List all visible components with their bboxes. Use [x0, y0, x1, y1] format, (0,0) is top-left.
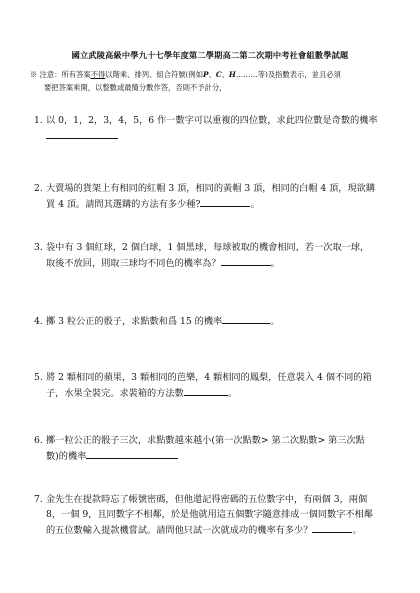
note-line-2: 要把答案乘開，以整數或最簡分數作答，否則不予計分，: [44, 83, 227, 92]
question-1: [34, 113, 386, 144]
answer-blank[interactable]: [221, 255, 271, 266]
question-answer-line: [34, 128, 386, 144]
exam-title: 國立武陵高級中學九十七學年度第二學期高二第二次期中考社會組數學試題: [71, 50, 349, 60]
question-number: 2.: [34, 183, 43, 194]
question-text: 將 2 顆相同的蘋果，3 顆相同的芭樂，4 顆相同的鳳梨，任意裝入 4 個不同的箱: [46, 372, 372, 383]
question-number: 1.: [34, 115, 43, 126]
question-text-cont: 子，水果全裝完。求裝箱的方法數 。: [34, 385, 386, 401]
question-text: 擲 3 粒公正的骰子，求點數和爲 15 的機率: [46, 316, 223, 327]
question-text: 大賣場的貨架上有相同的紅帽 3 頂，相同的黃帽 3 頂，相同的白帽 4 頂，現欲購: [46, 183, 376, 194]
note-symbol-c: C: [215, 70, 222, 79]
note-symbol-p: P: [203, 70, 209, 79]
question-text-cont: 買 4 頂。請問其選購的方法有多少種? 。: [34, 196, 386, 212]
note-line-1: [30, 68, 400, 81]
answer-blank[interactable]: [312, 522, 352, 533]
question-text-cont: 數)的機率: [34, 448, 386, 464]
question-text-cont: 取後不放回，則取三球均不同色的機率為？ 。: [34, 255, 386, 271]
question-text: 金先生在提款時忘了帳號密碼，但他還記得密碼的五位數字中，有兩個 3，兩個: [46, 494, 368, 505]
question-6: [34, 433, 386, 464]
question-4: 4. 擲 3 粒公正的骰子，求點數和爲 15 的機率 。: [34, 313, 386, 329]
question-number: 3.: [34, 242, 43, 253]
question-number: 6.: [34, 435, 43, 446]
question-2: [34, 181, 386, 212]
note-sep1: 、: [208, 70, 216, 79]
question-7: [34, 492, 386, 538]
answer-blank[interactable]: [86, 448, 178, 459]
answer-blank[interactable]: [222, 313, 270, 324]
answer-blank[interactable]: [46, 128, 118, 139]
question-3: [34, 240, 386, 271]
question-text: 以 0，1，2，3，4，5，6 作一數字可以重複的四位數，求此四位數是奇數的機率: [46, 115, 378, 126]
question-number: 4.: [34, 316, 43, 327]
note-mid1: 以階乘、排列、組合符號(例如: [105, 70, 204, 79]
answer-blank[interactable]: [184, 385, 228, 396]
question-text: 擲一粒公正的骰子三次，求點數越來越小(第一次點數> 第二次點數> 第三次點: [46, 435, 365, 446]
note-mid2: ………等)及指數表示，並且必須: [235, 70, 341, 79]
note-underlined: 不得: [90, 70, 106, 79]
question-text-cont: 8，一個 9，且同數字不相鄰，於是他就用這五個數字隨意排成一個同數字不相鄰: [46, 509, 373, 520]
question-number: 5.: [34, 372, 43, 383]
note-prefix: ※ 注意：所有答案: [30, 70, 91, 79]
question-text-cont: 的五位數輸入提款機嘗試。請問他只試一次就成功的機率有多少？ 。: [34, 522, 386, 538]
answer-blank[interactable]: [200, 196, 250, 207]
note-sep2: 、: [221, 70, 229, 79]
instructions-note: [30, 68, 400, 94]
note-symbol-h: H: [228, 70, 236, 79]
question-text: 袋中有 3 個紅球，2 個白球，1 個黑球，每球被取的機會相同，若一次取一球，: [46, 242, 370, 253]
question-5: [34, 370, 386, 401]
question-number: 7.: [34, 494, 43, 505]
